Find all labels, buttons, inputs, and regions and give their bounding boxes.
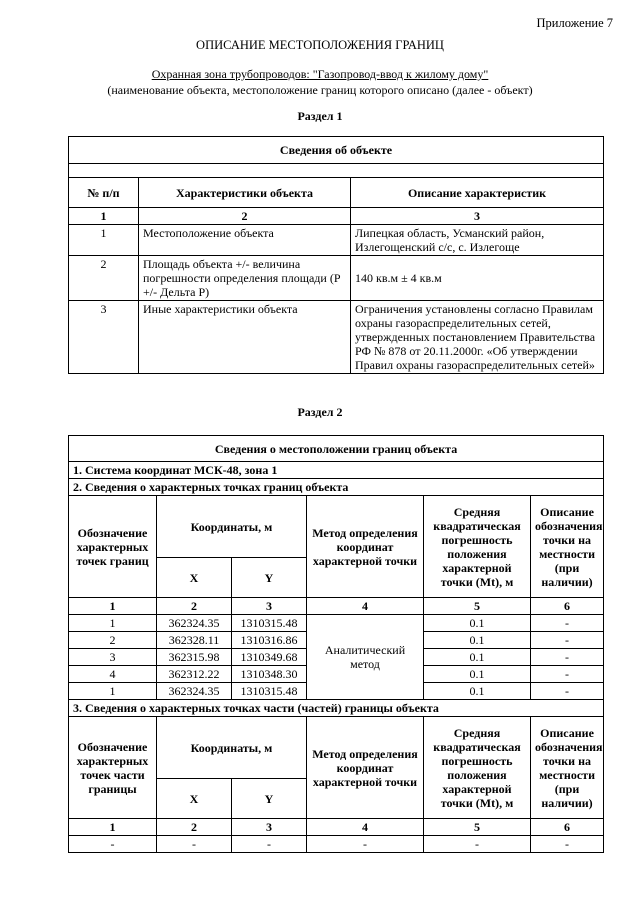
- col-num-3: 3: [232, 598, 307, 615]
- point-mt: 0.1: [424, 649, 531, 666]
- col-num-3: 3: [232, 819, 307, 836]
- point-x: 362312.22: [157, 666, 232, 683]
- object-name-text: Охранная зона трубопроводов: "Газопровод-ввод к жилому дому": [151, 67, 489, 81]
- document-title: ОПИСАНИЕ МЕСТОПОЛОЖЕНИЯ ГРАНИЦ: [196, 38, 444, 52]
- point-mt: 0.1: [424, 683, 531, 700]
- row-num: 3: [69, 301, 139, 374]
- point-x: 362324.35: [157, 683, 232, 700]
- coord-system: 1. Система координат МСК-48, зона 1: [69, 462, 604, 479]
- object-name: [0, 67, 640, 82]
- point-mt: 0.1: [424, 615, 531, 632]
- row-num: 2: [69, 256, 139, 301]
- col-num-4: 4: [307, 598, 424, 615]
- point-mt: 0.1: [424, 666, 531, 683]
- point-desc: -: [531, 683, 604, 700]
- table-row: [69, 256, 604, 301]
- spacer-row: [69, 164, 604, 178]
- point-x: 362324.35: [157, 615, 232, 632]
- header-y: Y: [232, 779, 307, 819]
- header-desc: Описание обозначения точки на местности (при наличии): [531, 717, 604, 819]
- point-id: 1: [69, 683, 157, 700]
- col-num-1: 1: [69, 819, 157, 836]
- header-description: Описание характеристик: [351, 178, 604, 208]
- header-num: № п/п: [69, 178, 139, 208]
- point-mt: 0.1: [424, 632, 531, 649]
- point-method: Аналитический метод: [307, 615, 424, 700]
- appendix-label: Приложение 7: [536, 16, 613, 30]
- point-desc: -: [531, 666, 604, 683]
- header-coords: Координаты, м: [157, 496, 307, 558]
- header-error: Средняя квадратическая погрешность положения характерной точки (Mt), м: [424, 496, 531, 598]
- header-point: Обозначение характерных точек границ: [69, 496, 157, 598]
- points-heading: 2. Сведения о характерных точках границ объекта: [69, 479, 604, 496]
- point-desc: -: [531, 615, 604, 632]
- col-num-5: 5: [424, 819, 531, 836]
- header-desc: Описание обозначения точки на местности (при наличии): [531, 496, 604, 598]
- point-id: 4: [69, 666, 157, 683]
- point-id: 3: [69, 649, 157, 666]
- point-x: 362328.11: [157, 632, 232, 649]
- col-num-5: 5: [424, 598, 531, 615]
- part-points-heading: 3. Сведения о характерных точках части (частей) границы объекта: [69, 700, 604, 717]
- header-method: Метод определения координат характерной точки: [307, 717, 424, 819]
- object-info-title: Сведения об объекте: [69, 137, 604, 164]
- boundary-title: Сведения о местоположении границ объекта: [69, 436, 604, 462]
- col-num-2: 2: [157, 598, 232, 615]
- point-y: 1310348.30: [232, 666, 307, 683]
- row-num: 1: [69, 225, 139, 256]
- section2-heading: Раздел 2: [297, 405, 343, 419]
- header-characteristic: Характеристики объекта: [139, 178, 351, 208]
- point-y: 1310315.48: [232, 615, 307, 632]
- point-y: 1310316.86: [232, 632, 307, 649]
- col-num-2: 2: [139, 208, 351, 225]
- col-num-3: 3: [351, 208, 604, 225]
- header-error: Средняя квадратическая погрешность положения характерной точки (Mt), м: [424, 717, 531, 819]
- point-y: 1310349.68: [232, 649, 307, 666]
- col-num-1: 1: [69, 208, 139, 225]
- part-cell: -: [157, 836, 232, 853]
- point-desc: -: [531, 649, 604, 666]
- header-method: Метод определения координат характерной точки: [307, 496, 424, 598]
- table-row: [69, 615, 604, 632]
- part-cell: -: [232, 836, 307, 853]
- part-cell: -: [424, 836, 531, 853]
- col-num-6: 6: [531, 598, 604, 615]
- table-row: [69, 225, 604, 256]
- row-name: Иные характеристики объекта: [139, 301, 351, 374]
- boundary-table: [68, 435, 604, 853]
- point-id: 1: [69, 615, 157, 632]
- row-name: Местоположение объекта: [139, 225, 351, 256]
- point-desc: -: [531, 632, 604, 649]
- row-desc: Ограничения установлены согласно Правилам охраны газораспределительных сетей, утвержденных постановлением Правительства РФ № 878 от 20.11.2000г. «Об утверждении Правил охраны газораспределительных сетей»: [351, 301, 604, 374]
- col-num-1: 1: [69, 598, 157, 615]
- header-point-part: Обозначение характерных точек части границы: [69, 717, 157, 819]
- table-row: [69, 836, 604, 853]
- row-name: Площадь объекта +/- величина погрешности определения площади (Р +/- Дельта Р): [139, 256, 351, 301]
- col-num-4: 4: [307, 819, 424, 836]
- point-y: 1310315.48: [232, 683, 307, 700]
- object-caption: (наименование объекта, местоположение границ которого описано (далее - объект): [107, 83, 533, 97]
- object-info-table: [68, 136, 604, 374]
- header-y: Y: [232, 558, 307, 598]
- part-cell: -: [531, 836, 604, 853]
- col-num-2: 2: [157, 819, 232, 836]
- header-x: X: [157, 558, 232, 598]
- section1-heading: Раздел 1: [297, 109, 343, 123]
- header-coords: Координаты, м: [157, 717, 307, 779]
- row-desc: 140 кв.м ± 4 кв.м: [351, 256, 604, 301]
- part-cell: -: [69, 836, 157, 853]
- header-x: X: [157, 779, 232, 819]
- table-row: [69, 301, 604, 374]
- point-id: 2: [69, 632, 157, 649]
- row-desc: Липецкая область, Усманский район, Излегощенский с/с, с. Излегоще: [351, 225, 604, 256]
- col-num-6: 6: [531, 819, 604, 836]
- point-x: 362315.98: [157, 649, 232, 666]
- part-cell: -: [307, 836, 424, 853]
